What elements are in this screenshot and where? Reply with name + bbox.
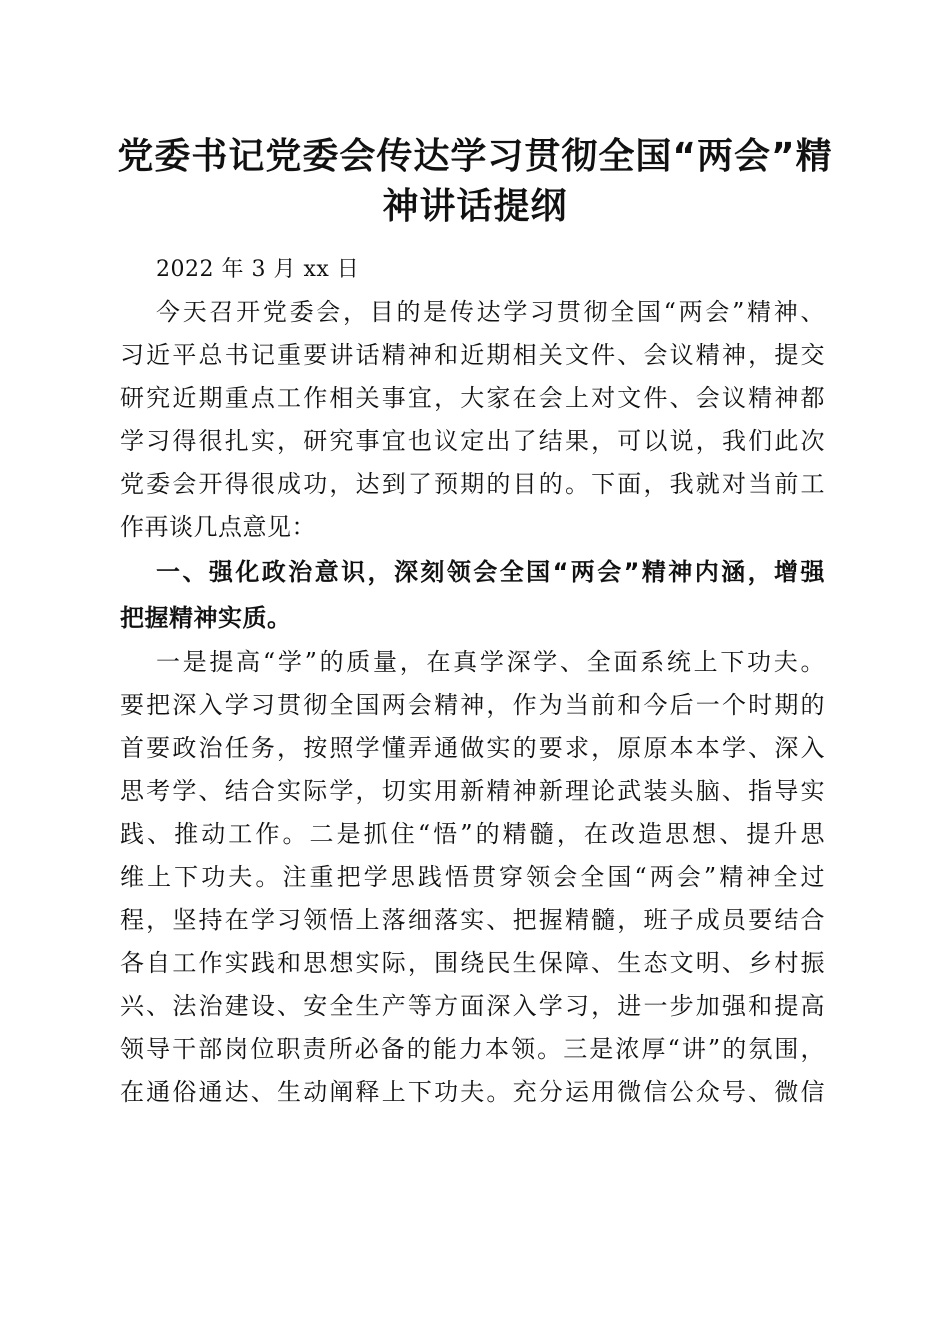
section-1-line-3: 首要政治任务，按照学懂弄通做实的要求，原原本本学、深入 <box>120 734 825 762</box>
section-1-line-11: 在通俗通达、生动阐释上下功夫。充分运用微信公众号、微信 <box>120 1078 825 1106</box>
document-date: 2022 年 3 月 xx 日 <box>156 257 360 282</box>
intro-line-5: 党委会开得很成功，达到了预期的目的。下面，我就对当前工 <box>120 470 825 498</box>
section-1-line-5: 践、推动工作。二是抓住“悟”的精髓，在改造思想、提升思 <box>120 820 825 848</box>
section-1-line-1: 一是提高“学”的质量，在真学深学、全面系统上下功夫。 <box>156 648 825 676</box>
section-1-line-10: 领导干部岗位职责所必备的能力本领。三是浓厚“讲”的氛围， <box>120 1035 825 1063</box>
document-title <box>110 132 840 232</box>
title-line-2: 神讲话提纲 <box>382 186 568 227</box>
section-1-line-2: 要把深入学习贯彻全国两会精神，作为当前和今后一个时期的 <box>120 691 825 719</box>
intro-line-3: 研究近期重点工作相关事宜，大家在会上对文件、会议精神都 <box>120 384 825 412</box>
intro-line-4: 学习得很扎实，研究事宜也议定出了结果，可以说，我们此次 <box>120 427 825 455</box>
section-1-line-9: 兴、法治建设、安全生产等方面深入学习，进一步加强和提高 <box>120 992 825 1020</box>
section-1-heading-line-2: 把握精神实质。 <box>120 604 292 632</box>
intro-line-6: 作再谈几点意见： <box>120 513 316 541</box>
section-1-line-4: 思考学、结合实际学，切实用新精神新理论武装头脑、指导实 <box>120 777 825 805</box>
intro-line-1: 今天召开党委会，目的是传达学习贯彻全国“两会”精神、 <box>156 298 825 326</box>
section-1-line-8: 各自工作实践和思想实际，围绕民生保障、生态文明、乡村振 <box>120 949 825 977</box>
section-1-heading-line-1: 一、强化政治意识，深刻领会全国“两会”精神内涵，增强 <box>156 558 825 586</box>
section-1-line-6: 维上下功夫。注重把学思践悟贯穿领会全国“两会”精神全过 <box>120 863 825 891</box>
title-line-1: 党委书记党委会传达学习贯彻全国“两会”精 <box>117 136 833 177</box>
section-1-line-7: 程，坚持在学习领悟上落细落实、把握精髓，班子成员要结合 <box>120 906 825 934</box>
intro-line-2: 习近平总书记重要讲话精神和近期相关文件、会议精神，提交 <box>120 341 825 369</box>
document-body <box>120 248 825 1114</box>
